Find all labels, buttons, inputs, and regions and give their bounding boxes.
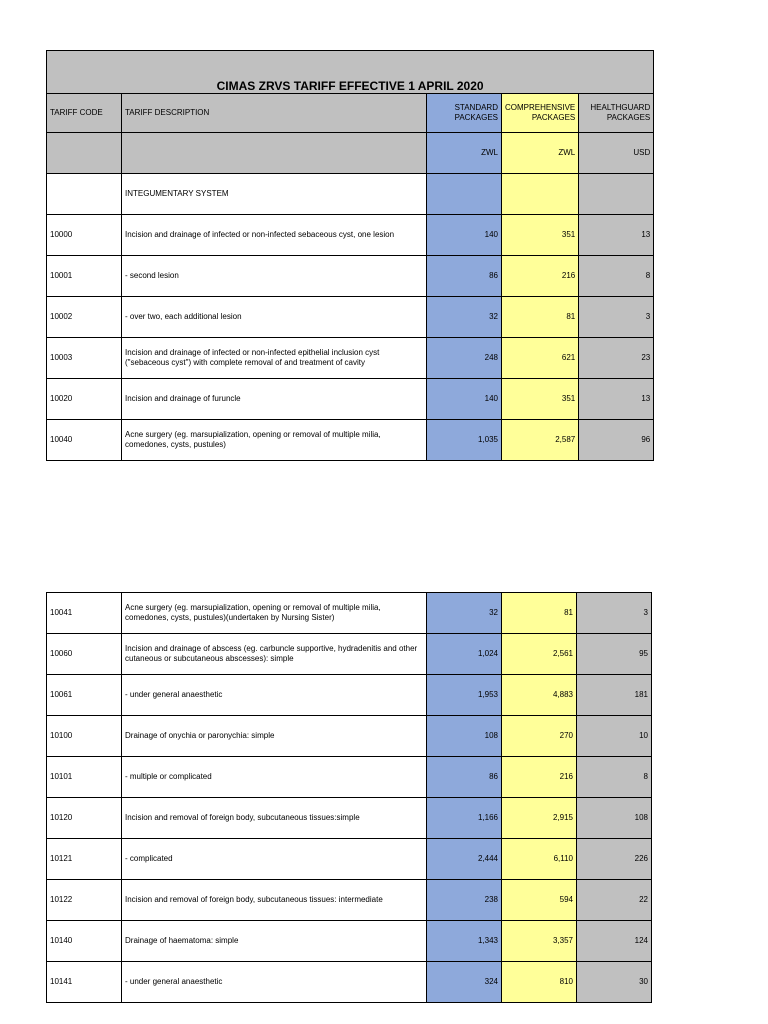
header-tariff-description: TARIFF DESCRIPTION [122,94,427,133]
tariff-table-top [46,50,654,461]
tariff-code: 10003 [47,338,122,379]
unit-empty-code [47,133,122,174]
table-row [47,757,652,798]
tariff-code: 10060 [47,634,122,675]
healthguard-price: 8 [577,757,652,798]
comprehensive-price: 810 [502,962,577,1003]
tariff-code: 10100 [47,716,122,757]
comprehensive-price: 621 [502,338,579,379]
healthguard-price: 22 [577,880,652,921]
comprehensive-price: 216 [502,757,577,798]
tariff-code: 10001 [47,256,122,297]
section-title: INTEGUMENTARY SYSTEM [122,174,427,215]
tariff-description: Drainage of haematoma: simple [122,921,427,962]
comprehensive-price: 2,915 [502,798,577,839]
standard-price: 108 [427,716,502,757]
standard-price: 238 [427,880,502,921]
header-healthguard: HEALTHGUARD PACKAGES [579,94,654,133]
table-row [47,297,654,338]
comprehensive-price: 6,110 [502,839,577,880]
header-comprehensive: COMPREHENSIVE PACKAGES [502,94,579,133]
healthguard-price: 96 [579,420,654,461]
table-row [47,634,652,675]
unit-healthguard: USD [579,133,654,174]
healthguard-price: 13 [579,379,654,420]
comprehensive-price: 270 [502,716,577,757]
healthguard-price: 10 [577,716,652,757]
table-row [47,420,654,461]
standard-price: 140 [427,215,502,256]
healthguard-price: 30 [577,962,652,1003]
tariff-code: 10122 [47,880,122,921]
table-row [47,839,652,880]
standard-price: 1,024 [427,634,502,675]
healthguard-price: 8 [579,256,654,297]
tariff-description: Incision and removal of foreign body, subcutaneous tissues: intermediate [122,880,427,921]
standard-price: 2,444 [427,839,502,880]
healthguard-price: 181 [577,675,652,716]
tariff-description: - second lesion [122,256,427,297]
section-comprehensive [502,174,579,215]
healthguard-price: 13 [579,215,654,256]
healthguard-price: 3 [577,593,652,634]
comprehensive-price: 2,561 [502,634,577,675]
tariff-description: Incision and drainage of furuncle [122,379,427,420]
table-row [47,338,654,379]
tariff-code: 10101 [47,757,122,798]
comprehensive-price: 216 [502,256,579,297]
table-row [47,880,652,921]
healthguard-price: 3 [579,297,654,338]
tariff-description: Drainage of onychia or paronychia: simple [122,716,427,757]
healthguard-price: 108 [577,798,652,839]
healthguard-price: 95 [577,634,652,675]
comprehensive-price: 81 [502,593,577,634]
unit-standard: ZWL [427,133,502,174]
tariff-description: - under general anaesthetic [122,675,427,716]
table-row [47,921,652,962]
tariff-code: 10061 [47,675,122,716]
tariff-description: Incision and removal of foreign body, subcutaneous tissues:simple [122,798,427,839]
unit-empty-desc [122,133,427,174]
header-tariff-code: TARIFF CODE [47,94,122,133]
comprehensive-price: 594 [502,880,577,921]
header-standard: STANDARD PACKAGES [427,94,502,133]
unit-comprehensive: ZWL [502,133,579,174]
standard-price: 86 [427,757,502,798]
tariff-code: 10000 [47,215,122,256]
section-healthguard [579,174,654,215]
table-row [47,379,654,420]
table-row [47,798,652,839]
tariff-code: 10141 [47,962,122,1003]
comprehensive-price: 2,587 [502,420,579,461]
comprehensive-price: 4,883 [502,675,577,716]
standard-price: 1,343 [427,921,502,962]
tariff-description: Incision and drainage of abscess (eg. carbuncle supportive, hydradenitis and other cutaneous or subcutaneous abscesses): simple [122,634,427,675]
tariff-code: 10041 [47,593,122,634]
tariff-code: 10120 [47,798,122,839]
tariff-table-bottom [46,592,652,1003]
tariff-code: 10040 [47,420,122,461]
tariff-code: 10020 [47,379,122,420]
tariff-code: 10121 [47,839,122,880]
tariff-description: Incision and drainage of infected or non-infected sebaceous cyst, one lesion [122,215,427,256]
standard-price: 1,035 [427,420,502,461]
comprehensive-price: 351 [502,379,579,420]
standard-price: 324 [427,962,502,1003]
standard-price: 140 [427,379,502,420]
comprehensive-price: 81 [502,297,579,338]
comprehensive-price: 3,357 [502,921,577,962]
tariff-description: Acne surgery (eg. marsupialization, opening or removal of multiple milia, comedones, cysts, pustules) [122,420,427,461]
table-row [47,962,652,1003]
standard-price: 248 [427,338,502,379]
standard-price: 32 [427,593,502,634]
healthguard-price: 23 [579,338,654,379]
comprehensive-price: 351 [502,215,579,256]
tariff-description: Acne surgery (eg. marsupialization, opening or removal of multiple milia, comedones, cysts, pustules)(undertaken by Nursing Sister) [122,593,427,634]
standard-price: 1,166 [427,798,502,839]
tariff-description: - multiple or complicated [122,757,427,798]
table-row [47,675,652,716]
tariff-description: - over two, each additional lesion [122,297,427,338]
table-row [47,256,654,297]
healthguard-price: 124 [577,921,652,962]
standard-price: 1,953 [427,675,502,716]
tariff-description: Incision and drainage of infected or non-infected epithelial inclusion cyst ("sebaceous cyst") with complete removal of and treatment of cavity [122,338,427,379]
table-row [47,593,652,634]
tariff-code: 10140 [47,921,122,962]
section-empty-code [47,174,122,215]
section-standard [427,174,502,215]
table-title: CIMAS ZRVS TARIFF EFFECTIVE 1 APRIL 2020 [47,51,654,94]
table-row [47,716,652,757]
table-row [47,215,654,256]
standard-price: 86 [427,256,502,297]
tariff-description: - complicated [122,839,427,880]
healthguard-price: 226 [577,839,652,880]
standard-price: 32 [427,297,502,338]
tariff-code: 10002 [47,297,122,338]
tariff-description: - under general anaesthetic [122,962,427,1003]
